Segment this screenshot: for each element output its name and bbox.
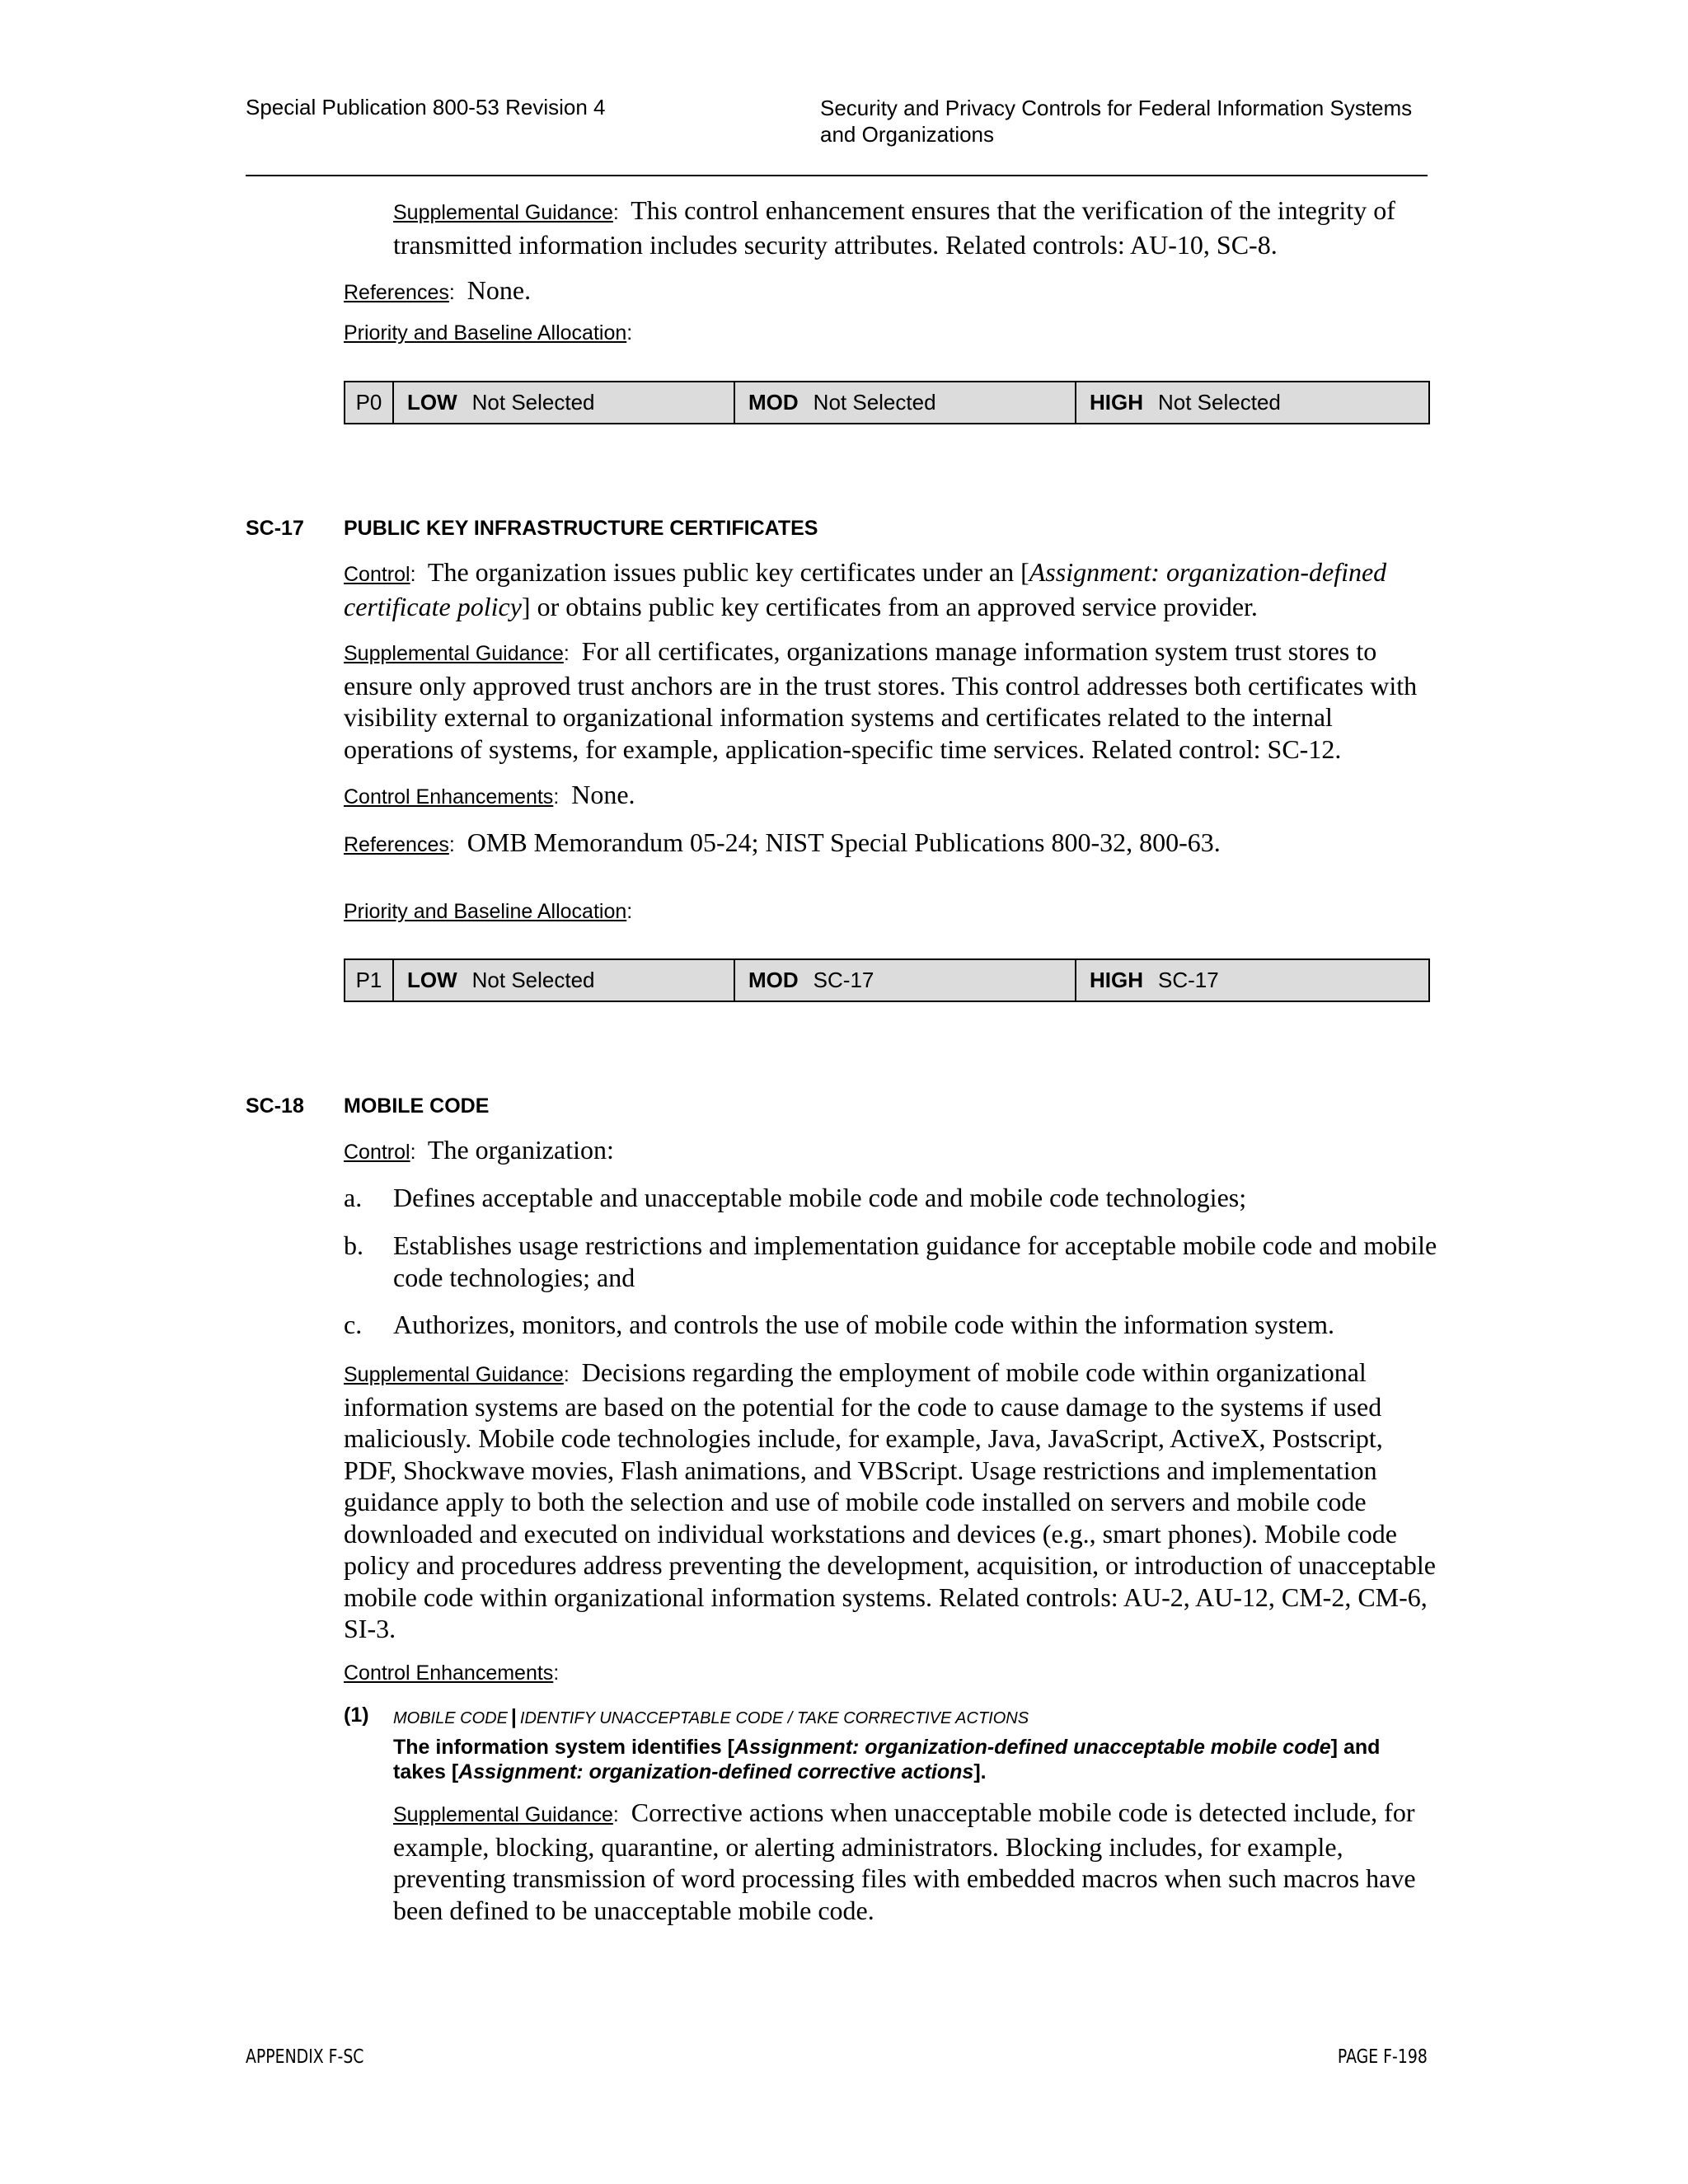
sc17-priority-heading: Priority and Baseline Allocation: <box>344 900 633 923</box>
table-row <box>345 382 1429 424</box>
enhancement-assignment-2: Assignment: organization-defined corrective actions <box>458 1760 974 1783</box>
priority-baseline-table <box>344 381 1430 424</box>
list-item-text: Establishes usage restrictions and implementation guidance for acceptable mobile code and mobile code technologies; and <box>393 1230 1437 1292</box>
sc17-control-enhancements: Control Enhancements: None. <box>344 780 635 809</box>
control-title-sc17: PUBLIC KEY INFRASTRUCTURE CERTIFICATES <box>344 517 818 540</box>
list-item-letter: a. <box>344 1183 363 1212</box>
low-label: LOW <box>407 390 457 415</box>
footer-page-number: PAGE F-198 <box>1338 2046 1428 2068</box>
mod-value: SC-17 <box>813 968 874 992</box>
list-item <box>344 1182 1440 1214</box>
low-cell <box>393 382 734 424</box>
table-row <box>345 959 1429 1001</box>
mod-cell <box>734 959 1076 1001</box>
sc17-control: Control: The organization issues public key certificates under an [Assignment: organization-defined certificate policy] or obtains public key certificates from an approved service provider. <box>344 557 1387 621</box>
top-references: References: None. <box>344 275 532 305</box>
control-text-part-2: ] or obtains public key certificates from an approved service provider. <box>521 591 1258 621</box>
references-text: None. <box>467 275 532 305</box>
enhancement-text-part-2: ] and takes [ <box>393 1736 1381 1783</box>
list-item-text: Defines acceptable and unacceptable mobile code and mobile code technologies; <box>393 1183 1247 1212</box>
list-item-text: Authorizes, monitors, and controls the use of mobile code within the information system. <box>393 1310 1335 1339</box>
mod-value: Not Selected <box>813 390 936 415</box>
mod-label: MOD <box>748 390 799 415</box>
priority-cell: P0 <box>345 382 393 424</box>
references-label: References <box>344 833 449 856</box>
enhancement-supplemental-guidance: Supplemental Guidance: Corrective actions when unacceptable mobile code is detected include, for example, blocking, quarantine, or alerting administrators. Blocking includes, for example, preventing transmission of word processing files with embedded macros when such macros have been defined to be unacceptable mobile code. <box>393 1797 1416 1925</box>
control-enhancements-label: Control Enhancements <box>344 1661 554 1685</box>
low-value: Not Selected <box>471 968 595 992</box>
control-text-part-1: The organization issues public key certificates under an [ <box>427 557 1029 587</box>
priority-label: Priority and Baseline Allocation <box>344 321 627 344</box>
enhancement-title-control: MOBILE CODE <box>393 1709 508 1727</box>
supplemental-guidance-label: Supplemental Guidance <box>393 201 613 224</box>
low-value: Not Selected <box>471 390 595 415</box>
enhancement-title <box>393 1705 1029 1729</box>
footer-appendix: APPENDIX F-SC <box>246 2046 364 2068</box>
high-cell <box>1076 382 1429 424</box>
references-label: References <box>344 281 449 304</box>
supplemental-guidance-text: Decisions regarding the employment of mobile code within organizational information systems are based on the potential for the code to cause damage to the systems if used maliciously. Mobile code technologies include, for example, Java, JavaScript, ActiveX, Postscript, PDF, Shockwave movies, Flash animations, and VBScript. Usage restrictions and implementation guidance apply to both the selection and use of mobile code installed on servers and mobile code downloaded and executed on individual workstations and devices (e.g., smart phones). Mobile code policy and procedures address preventing the development, acquisition, or introduction of unacceptable mobile code within organizational information systems. Related controls: AU-2, AU-12, CM-2, CM-6, SI-3. <box>344 1357 1436 1643</box>
priority-cell: P1 <box>345 959 393 1001</box>
sc18-supplemental-guidance: Supplemental Guidance: Decisions regarding the employment of mobile code within organizational information systems are based on the potential for the code to cause damage to the systems if used maliciously. Mobile code technologies include, for example, Java, JavaScript, ActiveX, Postscript, PDF, Shockwave movies, Flash animations, and VBScript. Usage restrictions and implementation guidance apply to both the selection and use of mobile code installed on servers and mobile code downloaded and executed on individual workstations and devices (e.g., smart phones). Mobile code policy and procedures address preventing the development, acquisition, or introduction of unacceptable mobile code within organizational information systems. Related controls: AU-2, AU-12, CM-2, CM-6, SI-3. <box>344 1357 1436 1643</box>
low-label: LOW <box>407 968 457 992</box>
control-text: The organization: <box>427 1135 614 1165</box>
control-title-sc18: MOBILE CODE <box>344 1094 490 1118</box>
top-priority-heading: Priority and Baseline Allocation: <box>344 321 633 344</box>
sc17-references: References: OMB Memorandum 05-24; NIST Special Publications 800-32, 800-63. <box>344 827 1221 857</box>
mod-label: MOD <box>748 968 799 992</box>
list-item-letter: c. <box>344 1310 363 1339</box>
enhancement-text-part-1: The information system identifies [ <box>393 1736 734 1759</box>
control-enhancements-label: Control Enhancements <box>344 785 554 808</box>
high-label: HIGH <box>1090 968 1143 992</box>
sc18-control: Control: The organization: <box>344 1135 614 1165</box>
high-value: Not Selected <box>1158 390 1281 415</box>
enhancement-statement <box>393 1735 1436 1784</box>
sc18-enhancements-heading: Control Enhancements: <box>344 1661 560 1685</box>
supplemental-guidance-label: Supplemental Guidance <box>344 1363 564 1386</box>
list-item <box>344 1309 1440 1341</box>
list-item <box>344 1230 1440 1293</box>
supplemental-guidance-text: Corrective actions when unacceptable mobile code is detected include, for example, blocking, quarantine, or alerting administrators. Blocking includes, for example, preventing transmission of word processing files with embedded macros when such macros have been defined to be unacceptable mobile code. <box>393 1797 1416 1925</box>
mod-cell <box>734 382 1076 424</box>
control-id-sc18: SC-18 <box>246 1094 304 1118</box>
supplemental-guidance-label: Supplemental Guidance <box>393 1803 613 1826</box>
high-label: HIGH <box>1090 390 1143 415</box>
priority-baseline-table <box>344 958 1430 1002</box>
list-item-letter: b. <box>344 1230 363 1260</box>
enhancement-number: (1) <box>344 1704 369 1727</box>
enhancement-text-part-3: ]. <box>973 1760 987 1783</box>
high-value: SC-17 <box>1158 968 1219 992</box>
control-enhancements-text: None. <box>571 780 635 809</box>
references-text: OMB Memorandum 05-24; NIST Special Publications 800-32, 800-63. <box>467 827 1221 857</box>
supplemental-guidance-label: Supplemental Guidance <box>344 642 564 665</box>
control-label: Control <box>344 1141 410 1164</box>
control-id-sc17: SC-17 <box>246 517 304 540</box>
sc17-supplemental-guidance: Supplemental Guidance: For all certificates, organizations manage information system trust stores to ensure only approved trust anchors are in the trust stores. This control addresses both certificates with visibility external to organizational information systems and certificates related to the internal operations of systems, for example, application-specific time services. Related control: SC-12. <box>344 636 1418 764</box>
low-cell <box>393 959 734 1001</box>
top-supplemental-guidance: Supplemental Guidance: This control enhancement ensures that the verification of the integrity of transmitted information includes security attributes. Related controls: AU-10, SC-8. <box>393 195 1395 260</box>
header-title: Security and Privacy Controls for Federal Information Systems and Organizations <box>820 96 1413 147</box>
enhancement-title-name: IDENTIFY UNACCEPTABLE CODE / TAKE CORRECTIVE ACTIONS <box>519 1709 1029 1727</box>
supplemental-guidance-text: For all certificates, organizations manage information system trust stores to ensure only approved trust anchors are in the trust stores. This control addresses both certificates with visibility external to organizational information systems and certificates related to the internal operations of systems, for example, application-specific time services. Related control: SC-12. <box>344 636 1418 764</box>
priority-label: Priority and Baseline Allocation <box>344 900 627 923</box>
page-header <box>246 95 1428 176</box>
control-label: Control <box>344 563 410 586</box>
control-assignment: Assignment: organization-defined certificate policy <box>344 557 1387 621</box>
high-cell <box>1076 959 1429 1001</box>
supplemental-guidance-text: This control enhancement ensures that the verification of the integrity of transmitted information includes security attributes. Related controls: AU-10, SC-8. <box>393 195 1395 260</box>
enhancement-assignment-1: Assignment: organization-defined unacceptable mobile code <box>734 1736 1331 1759</box>
header-publication: Special Publication 800-53 Revision 4 <box>246 95 606 120</box>
enhancement-title-separator: | <box>510 1705 517 1728</box>
